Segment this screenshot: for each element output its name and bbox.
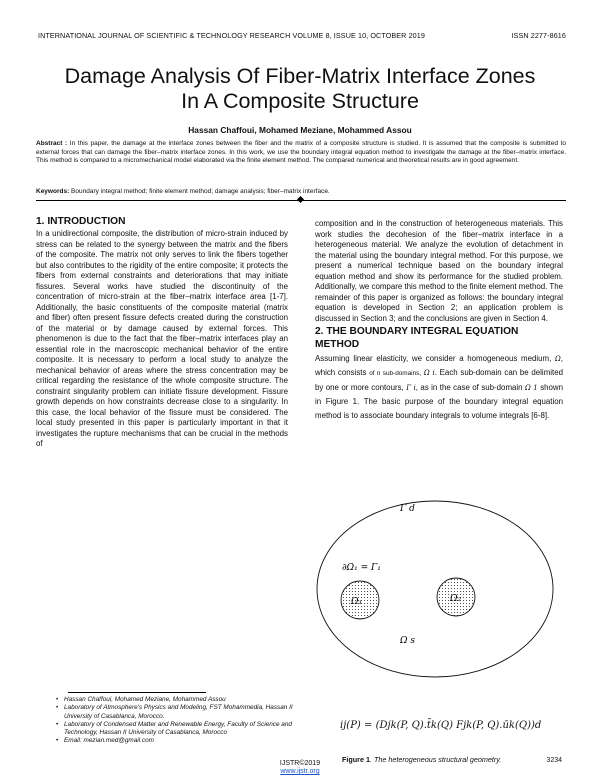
paper-title — [20, 64, 580, 114]
footnote-item: • Email: mezian.med@gmail.com — [56, 737, 306, 745]
omega-s-label: Ω s — [400, 636, 415, 646]
section-heading-bie-method: 2. THE BOUNDARY INTEGRAL EQUATION METHOD — [315, 326, 519, 350]
keywords — [36, 188, 566, 195]
symbol-omega-i: Ω i — [423, 369, 435, 377]
footer-url-link[interactable]: www.ijstr.org — [280, 768, 320, 775]
keywords-label: Keywords: — [36, 188, 70, 195]
section2-text-2d: . Each — [434, 368, 458, 377]
boundary-integral-equation: ij(P) = (Djk(P, Q).t̄k(Q) Fjk(P, Q).ūk(Q))d — [340, 720, 542, 731]
footnote-item: • Laboratory of Atmosphere's Physics and Modeling, FST Mohammedia, Hassan II University of Casablanca, Morocco. — [56, 704, 306, 721]
separator-diamond-icon — [297, 196, 304, 203]
running-header-issn: ISSN 2277-8616 — [511, 31, 566, 40]
running-header-journal: INTERNATIONAL JOURNAL OF SCIENTIFIC & TECHNOLOGY RESEARCH VOLUME 8, ISSUE 10, OCTOBER 2019 — [38, 31, 425, 40]
section2-paragraph: Assuming linear elasticity, we consider a homogeneous medium, Ω, which consists of n sub-domains, Ω i. Each sub-domain can be delimited by one or more contours, Γ i, as in the case of sub-domain Ω 1 shown in Figure 1. The basic purpose of the boundary integral equation method is to associate boundary integrals to volume integrals [6-8]. — [315, 354, 563, 420]
caption-text: . The heterogeneous structural geometry. — [369, 755, 502, 764]
footnote-rule — [68, 692, 206, 693]
abstract-text: In this paper, the damage at the interface zones between the fiber and the matrix of a composite structure is studied. It is assumed that the composite is submitted to external forces that can damage the fiber–matrix interface zones. In this work, we use the boundary integral equation method to investigate the damage at the fiber–matrix interface. This method is compared to a micromechanical model elaborated via the finite element method. The compared numerical and theoretical results are in good agreement. — [36, 140, 567, 165]
section2-text-2a: medium, — [521, 354, 552, 363]
section2-text-5: basic purpose of the boundary integral equation method is to associate boundary integrals to volume integrals [6-8]. — [315, 397, 563, 420]
figure-1-diagram — [300, 497, 570, 687]
abstract — [36, 140, 566, 166]
section2-text-1: Assuming linear elasticity, we consider a homogeneous — [315, 354, 518, 363]
footer-copyright: IJSTR©2019 — [279, 760, 321, 767]
section2-text-4b: shown in Figure 1. The — [315, 383, 563, 406]
page-number: 3234 — [546, 757, 562, 764]
omega-1-label: Ω₁ — [351, 597, 363, 607]
section2-text-2c: of n sub-domains, — [369, 370, 422, 377]
footnote-item: • Hassan Chaffoui, Mohamed Meziane, Mohammed Assou — [56, 696, 306, 704]
keywords-text: Boundary integral method; finite element method; damage analysis; fiber–matrix interface. — [71, 188, 330, 195]
author-list: Hassan Chaffoui, Mohamed Meziane, Mohammed Assou — [188, 125, 412, 135]
introduction-text-left: In a unidirectional composite, the distribution of micro-strain induced by stress can be related to the synergy between the matrix and the fibers of the composite. The matrix not only serves to link the fibers together but also contributes to the rigidity of the entire composite; it protects the fibers from external constraints and deteriorations that may initiate fissures. Several works have studied the discontinuity of the concentration of micro-strain at the fiber–matrix interface area [1-7]. Additionally, the basic constituents of the composite material (matrix and fiber) often present fissure defects created during the construction of the material or by damage caused by external forces. This phenomenon is due to the fact that the fiber–matrix interfaces play an essential role in the macroscopic mechanical behavior of the entire composite. It is necessary to perform a local study to analyze the mechanical behavior of areas where the stress concentration may be critical regarding the resistance of the whole composite structure. The constraint singularity problem can initiate fissure development. Fissure growth depends on how constraints decrease close to a singularity. In this case, the local behavior of the fissure must be considered. The local study presented in this paper is particularly important in that it investigates the rupture mechanisms that can be crucial in the methods of — [36, 229, 288, 448]
footnote-item: • Laboratory of Condensed Matter and Renewable Energy, Faculty of Science and Technology, Hassan II University of Casablanca, Morocco — [56, 721, 306, 738]
omega-2-label: Ω₂ — [450, 594, 462, 604]
caption-label: Figure 1 — [342, 755, 370, 764]
section-heading-introduction: 1. INTRODUCTION — [36, 216, 126, 227]
section2-text-2b: , which consists — [315, 354, 563, 377]
abstract-label: Abstract : — [36, 140, 68, 147]
symbol-gamma-i: Γ i — [406, 384, 416, 392]
title-line-2: In A Composite Structure — [181, 89, 419, 113]
title-line-1: Damage Analysis Of Fiber-Matrix Interface Zones — [64, 64, 536, 88]
footnote-list — [36, 696, 306, 746]
section2-text-3a: sub-domain can be delimited by one or more contours, — [315, 368, 563, 392]
symbol-omega-1: Ω 1 — [525, 384, 538, 392]
symbol-omega: Ω — [554, 355, 561, 363]
section2-text-4a: as in the case of sub-domain — [420, 383, 523, 392]
boundary-label: ∂Ω₁ = Γ₁ — [342, 563, 381, 573]
gamma-d-label: Γ d — [400, 504, 415, 514]
introduction-text-right: composition and in the construction of heterogeneous materials. This work studies the decohesion of the fiber–matrix interface in a heterogeneous material. We analyze the evolution of detachment in the material using the boundary integral method. For this purpose, we present a numerical technique based on the boundary integral equation method and show its performance for the studied problem. Additionally, we compare this method to the finite element method. The remainder of this paper is organized as follows: the boundary integral equation is developed in Section 2; an application problem is discussed in Section 3; and the conclusions are given in Section 4. — [315, 219, 563, 323]
